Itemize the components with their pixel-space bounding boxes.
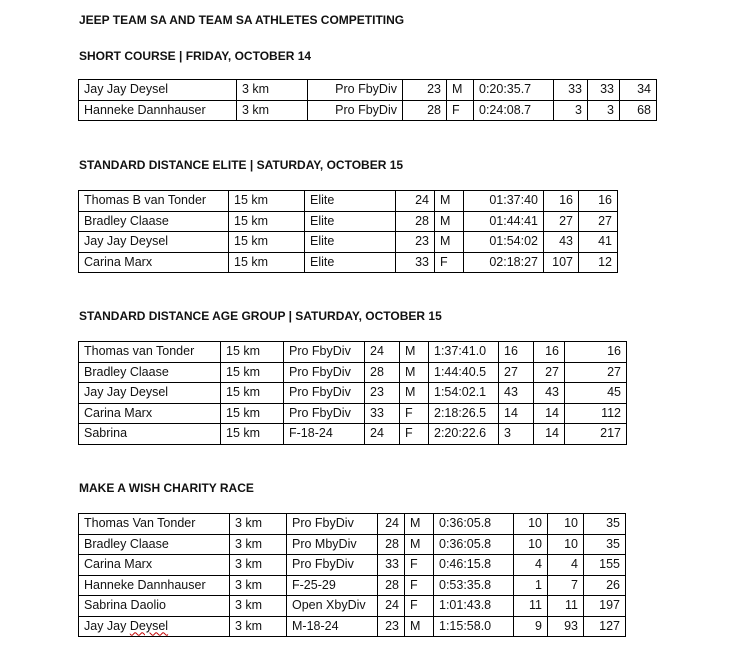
cell-distance: 3 km <box>237 100 308 121</box>
cell-distance: 15 km <box>221 383 284 404</box>
table-row <box>79 403 627 424</box>
table-row <box>79 211 618 232</box>
cell-time: 2:18:26.5 <box>429 403 499 424</box>
cell-gender: M <box>447 80 474 101</box>
cell-time: 1:37:41.0 <box>429 342 499 363</box>
cell-age: 24 <box>396 191 435 212</box>
cell-overall-rank: 112 <box>565 403 627 424</box>
table-row <box>79 342 627 363</box>
cell-gender-rank: 93 <box>548 616 584 637</box>
cell-time: 1:44:40.5 <box>429 362 499 383</box>
cell-name: Jay Jay Deysel <box>79 383 221 404</box>
cell-distance: 15 km <box>229 211 305 232</box>
cell-name: Hanneke Dannhauser <box>79 575 230 596</box>
cell-overall-rank: 197 <box>584 596 626 617</box>
cell-age: 24 <box>378 514 405 535</box>
cell-div-rank: 11 <box>514 596 548 617</box>
cell-div-rank: 14 <box>499 403 534 424</box>
cell-division: F-18-24 <box>284 424 365 445</box>
table-row <box>79 514 626 535</box>
table-row <box>79 362 627 383</box>
cell-time: 0:24:08.7 <box>474 100 554 121</box>
cell-gender-rank: 4 <box>548 555 584 576</box>
table-row <box>79 555 626 576</box>
cell-div-rank: 107 <box>544 252 579 273</box>
cell-division: Open XbyDiv <box>287 596 378 617</box>
cell-overall-rank: 34 <box>620 80 657 101</box>
cell-div-rank: 10 <box>514 514 548 535</box>
cell-division: Pro FbyDiv <box>308 80 403 101</box>
cell-name: Bradley Claase <box>79 211 229 232</box>
table-row <box>79 424 627 445</box>
cell-distance: 3 km <box>237 80 308 101</box>
cell-division: Elite <box>305 252 396 273</box>
cell-gender-rank: 27 <box>579 211 618 232</box>
cell-gender: M <box>405 616 434 637</box>
cell-div-rank: 43 <box>499 383 534 404</box>
cell-division: Elite <box>305 191 396 212</box>
cell-div-rank: 3 <box>554 100 588 121</box>
cell-time: 01:44:41 <box>464 211 544 232</box>
cell-gender: F <box>447 100 474 121</box>
cell-div-rank: 27 <box>544 211 579 232</box>
cell-div-rank: 4 <box>514 555 548 576</box>
cell-age: 24 <box>365 424 400 445</box>
cell-distance: 15 km <box>221 403 284 424</box>
cell-age: 33 <box>396 252 435 273</box>
cell-name: Carina Marx <box>79 555 230 576</box>
cell-gender: F <box>405 596 434 617</box>
cell-age: 28 <box>396 211 435 232</box>
cell-division: Pro MbyDiv <box>287 534 378 555</box>
table-elite <box>78 190 618 273</box>
cell-name: Hanneke Dannhauser <box>79 100 237 121</box>
cell-time: 01:37:40 <box>464 191 544 212</box>
cell-distance: 15 km <box>221 362 284 383</box>
cell-age: 33 <box>365 403 400 424</box>
cell-name: Jay Jay Deysel <box>79 80 237 101</box>
table-age-group <box>78 341 627 445</box>
cell-time: 0:36:05.8 <box>434 514 514 535</box>
cell-gender: F <box>400 424 429 445</box>
cell-time: 0:53:35.8 <box>434 575 514 596</box>
section-title-age-group: STANDARD DISTANCE AGE GROUP | SATURDAY, OCTOBER 15 <box>79 309 442 323</box>
table-row <box>79 575 626 596</box>
section-title-elite: STANDARD DISTANCE ELITE | SATURDAY, OCTOBER 15 <box>79 158 404 172</box>
cell-overall-rank: 16 <box>565 342 627 363</box>
cell-gender: F <box>405 575 434 596</box>
cell-gender-rank: 10 <box>548 534 584 555</box>
table-row <box>79 80 657 101</box>
cell-division: Pro FbyDiv <box>284 362 365 383</box>
cell-time: 0:46:15.8 <box>434 555 514 576</box>
cell-gender-rank: 7 <box>548 575 584 596</box>
cell-gender: M <box>435 211 464 232</box>
document-heading: JEEP TEAM SA AND TEAM SA ATHLETES COMPETITING <box>79 13 405 27</box>
cell-time: 0:36:05.8 <box>434 534 514 555</box>
cell-overall-rank: 35 <box>584 534 626 555</box>
cell-div-rank: 3 <box>499 424 534 445</box>
cell-name: Bradley Claase <box>79 362 221 383</box>
cell-gender: M <box>405 534 434 555</box>
cell-name: Bradley Claase <box>79 534 230 555</box>
cell-overall-rank: 217 <box>565 424 627 445</box>
table-row <box>79 252 618 273</box>
cell-age: 23 <box>403 80 447 101</box>
cell-gender-rank: 33 <box>588 80 620 101</box>
cell-gender: M <box>400 383 429 404</box>
cell-gender: M <box>400 362 429 383</box>
cell-distance: 3 km <box>230 534 287 555</box>
table-row <box>79 383 627 404</box>
cell-gender: F <box>400 403 429 424</box>
cell-distance: 15 km <box>229 232 305 253</box>
cell-gender-rank: 43 <box>534 383 565 404</box>
cell-division: Pro FbyDiv <box>287 555 378 576</box>
cell-age: 28 <box>378 534 405 555</box>
cell-distance: 3 km <box>230 596 287 617</box>
cell-distance: 3 km <box>230 514 287 535</box>
cell-name: Jay Jay Deysel <box>79 616 230 637</box>
table-row <box>79 232 618 253</box>
table-row <box>79 191 618 212</box>
cell-distance: 15 km <box>229 252 305 273</box>
cell-time: 01:54:02 <box>464 232 544 253</box>
table-charity-race <box>78 513 626 637</box>
cell-div-rank: 9 <box>514 616 548 637</box>
cell-gender-rank: 3 <box>588 100 620 121</box>
cell-age: 24 <box>365 342 400 363</box>
table-short-course <box>78 79 657 121</box>
cell-overall-rank: 35 <box>584 514 626 535</box>
cell-gender-rank: 14 <box>534 403 565 424</box>
cell-age: 28 <box>365 362 400 383</box>
cell-age: 24 <box>378 596 405 617</box>
cell-gender: M <box>405 514 434 535</box>
section-title-short-course: SHORT COURSE | FRIDAY, OCTOBER 14 <box>79 49 312 63</box>
cell-age: 33 <box>378 555 405 576</box>
table-row <box>79 596 626 617</box>
cell-name: Thomas Van Tonder <box>79 514 230 535</box>
cell-gender: M <box>435 191 464 212</box>
table-row <box>79 100 657 121</box>
cell-distance: 15 km <box>229 191 305 212</box>
cell-age: 23 <box>396 232 435 253</box>
cell-time: 0:20:35.7 <box>474 80 554 101</box>
cell-name: Carina Marx <box>79 252 229 273</box>
cell-div-rank: 27 <box>499 362 534 383</box>
cell-age: 23 <box>365 383 400 404</box>
cell-gender-rank: 11 <box>548 596 584 617</box>
cell-gender-rank: 41 <box>579 232 618 253</box>
cell-overall-rank: 155 <box>584 555 626 576</box>
cell-name: Thomas B van Tonder <box>79 191 229 212</box>
cell-time: 2:20:22.6 <box>429 424 499 445</box>
cell-division: Elite <box>305 211 396 232</box>
cell-division: Pro FbyDiv <box>284 342 365 363</box>
cell-name: Sabrina <box>79 424 221 445</box>
cell-overall-rank: 27 <box>565 362 627 383</box>
cell-gender: M <box>400 342 429 363</box>
cell-div-rank: 1 <box>514 575 548 596</box>
cell-division: Elite <box>305 232 396 253</box>
cell-name: Carina Marx <box>79 403 221 424</box>
cell-div-rank: 43 <box>544 232 579 253</box>
cell-name: Jay Jay Deysel <box>79 232 229 253</box>
cell-overall-rank: 26 <box>584 575 626 596</box>
cell-time: 1:15:58.0 <box>434 616 514 637</box>
cell-name: Sabrina Daolio <box>79 596 230 617</box>
cell-division: Pro FbyDiv <box>287 514 378 535</box>
cell-division: Pro FbyDiv <box>284 383 365 404</box>
cell-gender-rank: 16 <box>579 191 618 212</box>
cell-age: 23 <box>378 616 405 637</box>
table-row <box>79 534 626 555</box>
cell-div-rank: 16 <box>544 191 579 212</box>
cell-distance: 3 km <box>230 555 287 576</box>
table-row <box>79 616 626 637</box>
cell-gender-rank: 27 <box>534 362 565 383</box>
cell-div-rank: 10 <box>514 534 548 555</box>
cell-distance: 15 km <box>221 424 284 445</box>
cell-name: Thomas van Tonder <box>79 342 221 363</box>
cell-gender-rank: 14 <box>534 424 565 445</box>
cell-division: F-25-29 <box>287 575 378 596</box>
cell-gender: F <box>405 555 434 576</box>
cell-distance: 3 km <box>230 616 287 637</box>
cell-division: Pro FbyDiv <box>284 403 365 424</box>
cell-time: 02:18:27 <box>464 252 544 273</box>
cell-gender-rank: 10 <box>548 514 584 535</box>
cell-gender: M <box>435 232 464 253</box>
cell-div-rank: 33 <box>554 80 588 101</box>
cell-div-rank: 16 <box>499 342 534 363</box>
cell-age: 28 <box>378 575 405 596</box>
cell-age: 28 <box>403 100 447 121</box>
cell-gender: F <box>435 252 464 273</box>
cell-gender-rank: 16 <box>534 342 565 363</box>
cell-distance: 15 km <box>221 342 284 363</box>
cell-division: M-18-24 <box>287 616 378 637</box>
cell-gender-rank: 12 <box>579 252 618 273</box>
cell-overall-rank: 45 <box>565 383 627 404</box>
cell-time: 1:01:43.8 <box>434 596 514 617</box>
spellcheck-underline: Deysel <box>129 618 169 633</box>
cell-overall-rank: 68 <box>620 100 657 121</box>
cell-overall-rank: 127 <box>584 616 626 637</box>
cell-time: 1:54:02.1 <box>429 383 499 404</box>
section-title-charity-race: MAKE A WISH CHARITY RACE <box>79 481 254 495</box>
cell-division: Pro FbyDiv <box>308 100 403 121</box>
cell-distance: 3 km <box>230 575 287 596</box>
